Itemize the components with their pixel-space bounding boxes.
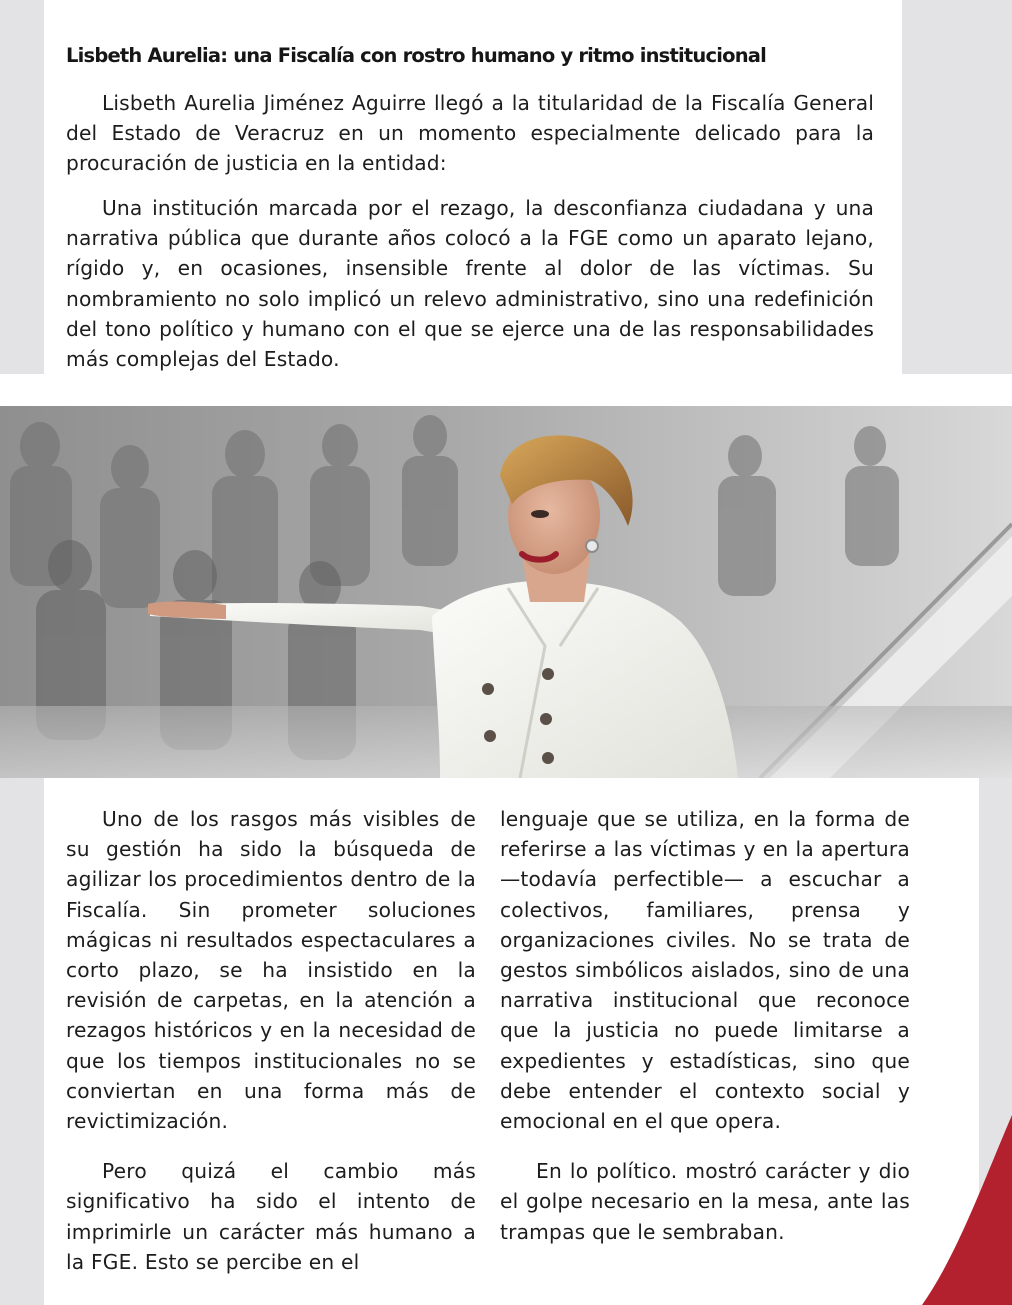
red-corner-accent (902, 1115, 1012, 1305)
right-paragraph-2: En lo político. mostró carácter y dio el golpe necesario en la mesa, ante las trampas que le sembraban. (500, 1159, 910, 1244)
right-column (500, 804, 910, 1267)
divider-band (0, 374, 1012, 406)
intro-paragraph-2: Una institución marcada por el rezago, la desconfianza ciudadana y una narrativa pública que durante años colocó a la FGE como un aparato lejano, rígido y, en ocasiones, insensible frente al dolor de las víctimas. Su nombramiento no solo implicó un relevo administrativo, sino una redefinición del tono político y humano con el que se ejerce una de las responsabilidades más complejas del Estado. (66, 196, 874, 372)
left-paragraph-2: Pero quizá el cambio más significativo ha sido el intento de imprimirle un carácter más humano a la FGE. Esto se percibe en el (66, 1159, 476, 1274)
left-column (66, 804, 476, 1297)
swearing-in-photo (0, 406, 1012, 778)
left-paragraph-1: Uno de los rasgos más visibles de su gestión ha sido la búsqueda de agilizar los procedimientos dentro de la Fiscalía. Sin prometer soluciones mágicas ni resultados espectaculares a corto plazo, se ha insistido en la revisión de carpetas, en la atención a rezagos históricos y en la necesidad de que los tiempos institucionales no se conviertan en una forma más de revictimización. (66, 807, 476, 1134)
right-paragraph-1: lenguaje que se utiliza, en la forma de referirse a las víctimas y en la apertura —todavía perfectible— a escuchar a colectivos, familiares, prensa y organizaciones civiles. No se trata de gestos simbólicos aislados, sino de una narrativa institucional que reconoce que la justicia no puede limitarse a expedientes y estadísticas, sino que debe entender el contexto social y emocional en el que opera. (500, 807, 910, 1134)
intro-paragraph-1: Lisbeth Aurelia Jiménez Aguirre llegó a la titularidad de la Fiscalía General del Estado de Veracruz en un momento especialmente delicado para la procuración de justicia en la entidad: (66, 91, 874, 176)
article-headline: Lisbeth Aurelia: una Fiscalía con rostro humano y ritmo institucional (66, 44, 767, 67)
